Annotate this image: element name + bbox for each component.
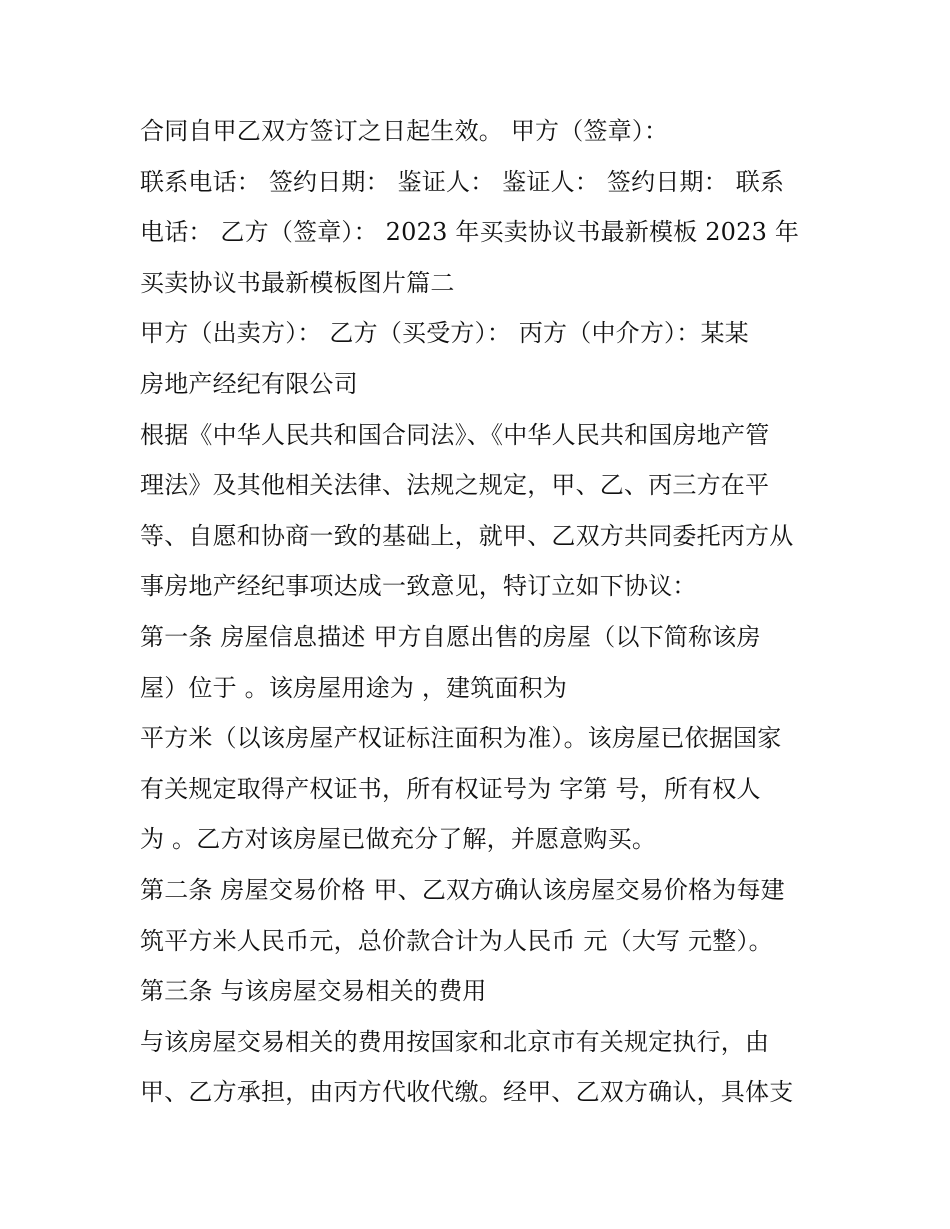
text-line: 甲、乙方承担，由丙方代收代缴。经甲、乙双方确认，具体支 — [140, 1078, 794, 1107]
document-body — [140, 106, 830, 1118]
text-line: 电话： 乙方（签章）： 2023 年买卖协议书最新模板 2023 年 — [140, 218, 800, 247]
text-line: 根据《中华人民共和国合同法》、《中华人民共和国房地产管 — [140, 420, 770, 449]
text-line: 筑平方米人民币元，总价款合计为人民币 元（大写 元整）。 — [140, 926, 773, 955]
text-line: 有关规定取得产权证书，所有权证号为 字第 号，所有权人 — [140, 774, 761, 803]
text-line: 联系电话： 签约日期： 鉴证人： 鉴证人： 签约日期： 联系 — [140, 167, 785, 196]
text-line: 屋）位于 。该房屋用途为 ，建筑面积为 — [140, 673, 568, 702]
text-line: 第一条 房屋信息描述 甲方自愿出售的房屋（以下简称该房 — [140, 622, 761, 651]
text-line: 买卖协议书最新模板图片篇二 — [140, 268, 455, 297]
text-line: 理法》及其他相关法律、法规之规定，甲、乙、丙三方在平 — [140, 471, 770, 500]
text-line: 第二条 房屋交易价格 甲、乙双方确认该房屋交易价格为每建 — [140, 875, 785, 904]
text-line: 第三条 与该房屋交易相关的费用 — [140, 977, 487, 1006]
text-line: 与该房屋交易相关的费用按国家和北京市有关规定执行，由 — [140, 1027, 770, 1056]
text-line: 事房地产经纪事项达成一致意见，特订立如下协议： — [140, 572, 697, 601]
text-line: 平方米（以该房屋产权证标注面积为准）。该房屋已依据国家 — [140, 724, 782, 753]
text-line: 房地产经纪有限公司 — [140, 369, 358, 398]
text-line: 等、自愿和协商一致的基础上，就甲、乙双方共同委托丙方从 — [140, 521, 794, 550]
text-line: 合同自甲乙双方签订之日起生效。 甲方（签章）： — [140, 117, 669, 145]
text-line: 甲方（出卖方）： 乙方（买受方）： 丙方（中介方）：某某 — [140, 319, 749, 348]
text-line: 为 。乙方对该房屋已做充分了解，并愿意购买。 — [140, 825, 657, 854]
